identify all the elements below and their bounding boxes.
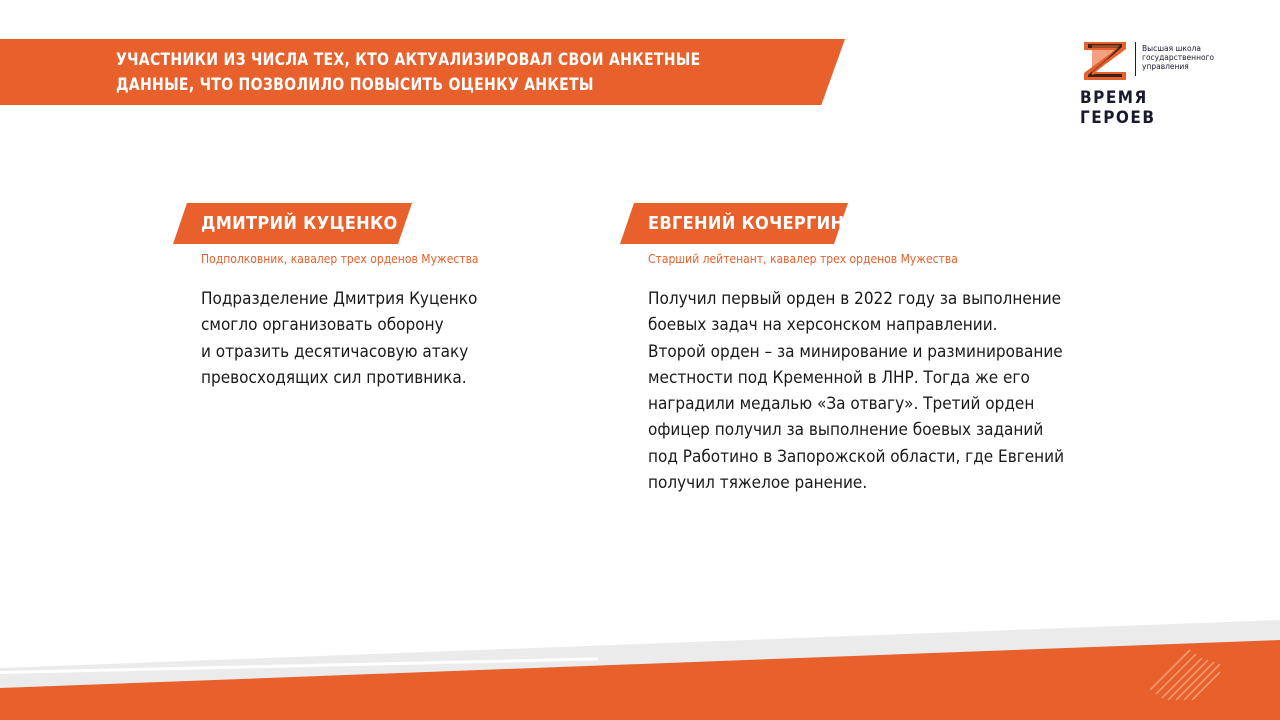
person-bio-2: Получил первый орден в 2022 году за выполнение боевых задач на херсонском направлении. Второй орден – за минирование и разминирование местности под Кременной в ЛНР. Тогда же его наградили медалью «За отвагу». Третий орден офицер получил за выполнение боевых заданий под Работино в Запорожской области, где Евгений получил тяжелое ранение. — [648, 289, 1065, 494]
person-rank-2: Старший лейтенант, кавалер трех орденов Мужества — [648, 252, 958, 266]
person-rank-1: Подполковник, кавалер трех орденов Мужества — [201, 252, 479, 266]
person-name-1: ДМИТРИЙ КУЦЕНКО — [201, 213, 398, 234]
person-bio-1: Подразделение Дмитрия Куценко смогло организовать оборону и отразить десятичасовую атаку превосходящих сил противника. — [201, 289, 478, 388]
hatch-pattern-icon — [1150, 640, 1220, 700]
z-ribbon-icon — [1080, 40, 1130, 82]
logo-name: ВРЕМЯ ГЕРОЕВ — [1080, 88, 1156, 128]
page-title: УЧАСТНИКИ ИЗ ЧИСЛА ТЕХ, КТО АКТУАЛИЗИРОВАЛ СВОИ АНКЕТНЫЕ ДАННЫЕ, ЧТО ПОЗВОЛИЛО ПОВЫСИТЬ ОЦЕНКУ АНКЕТЫ — [116, 50, 701, 95]
logo-divider — [1135, 42, 1136, 76]
person-name-2: ЕВГЕНИЙ КОЧЕРГИН — [648, 213, 845, 234]
logo — [1080, 40, 1220, 128]
logo-school-text: Высшая школа государственного управления — [1142, 44, 1215, 71]
